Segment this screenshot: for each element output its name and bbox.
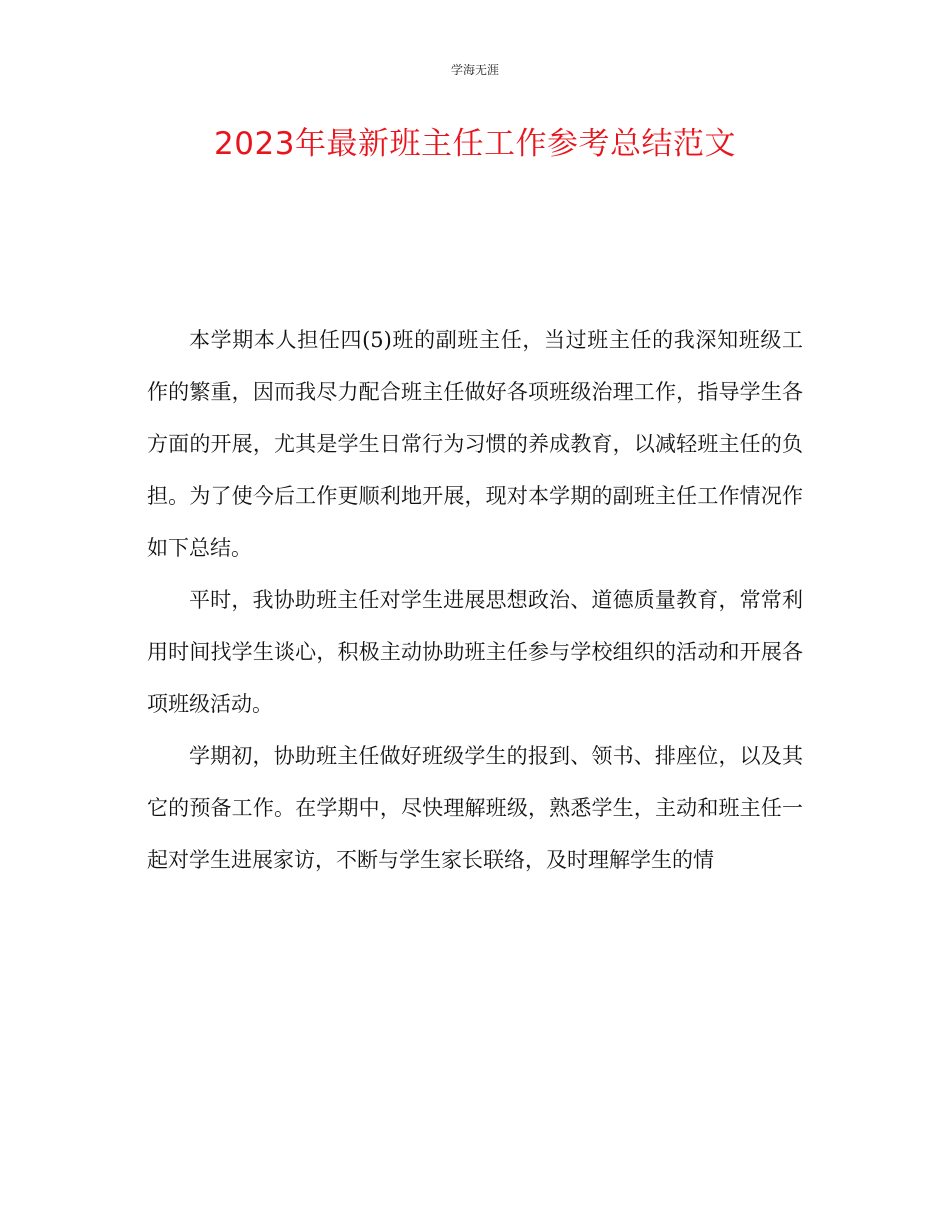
paragraph-2: 平时，我协助班主任对学生进展思想政治、道德质量教育，常常利用时间找学生谈心，积极主动协助班主任参与学校组织的活动和开展各项班级活动。	[147, 588, 803, 716]
page-header: 学海无涯	[450, 63, 499, 77]
document-title: 2023年最新班主任工作参考总结范文	[214, 126, 736, 162]
paragraph-1: 本学期本人担任四(5)班的副班主任，当过班主任的我深知班级工作的繁重，因而我尽力配合班主任做好各项班级治理工作，指导学生各方面的开展，尤其是学生日常行为习惯的养成教育，以减轻班主任的负担。为了使今后工作更顺利地开展，现对本学期的副班主任工作情况作如下总结。	[147, 328, 803, 560]
paragraph-3: 学期初，协助班主任做好班级学生的报到、领书、排座位，以及其它的预备工作。在学期中，尽快理解班级，熟悉学生，主动和班主任一起对学生进展家访，不断与学生家长联络，及时理解学生的情	[147, 744, 803, 872]
document-body	[147, 314, 803, 886]
